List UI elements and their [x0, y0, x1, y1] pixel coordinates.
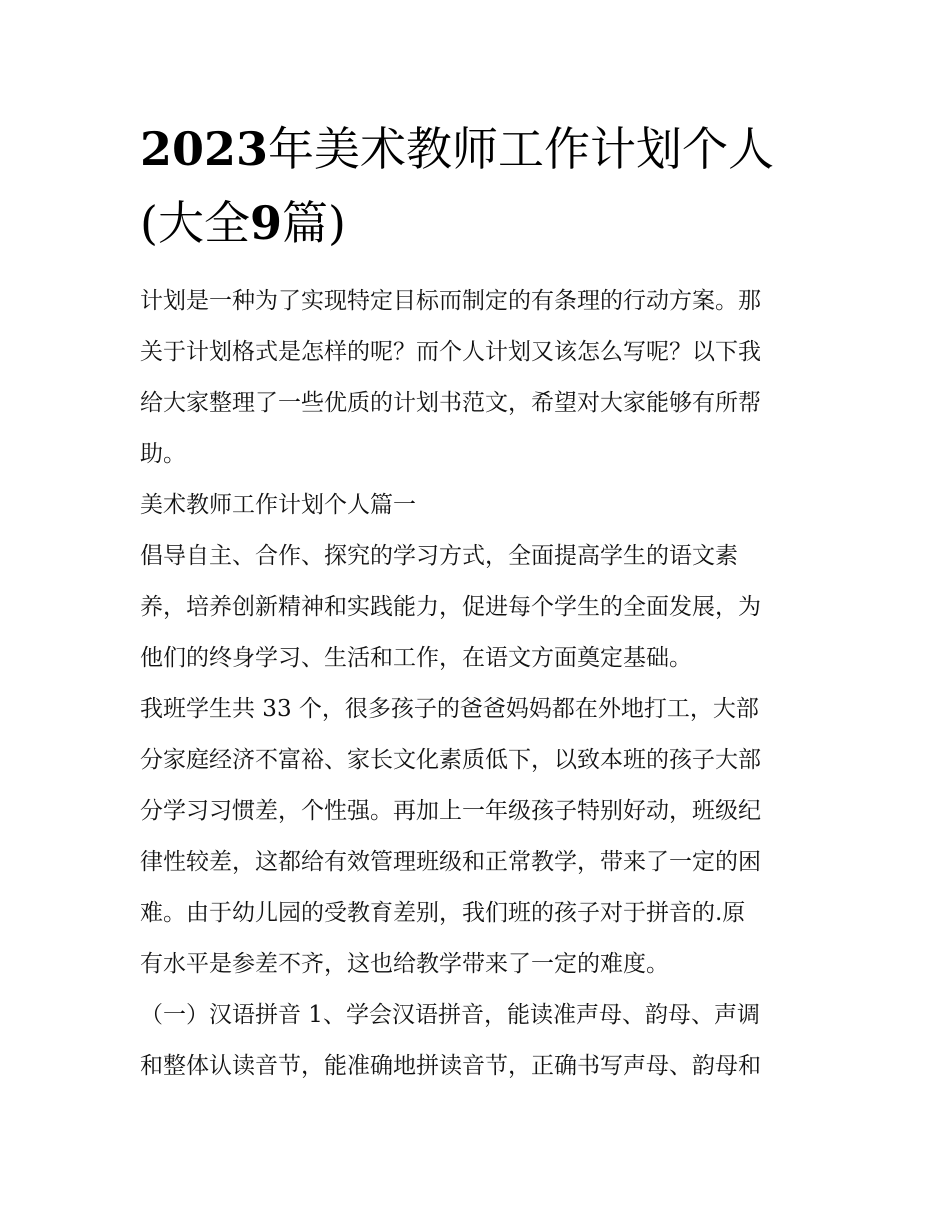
body-line: （一）汉语拼音 1、学会汉语拼音，能读准声母、韵母、声调: [140, 1002, 760, 1028]
body-line: 助。: [140, 441, 186, 467]
title-segment: 篇): [281, 196, 346, 250]
body-line: 分家庭经济不富裕、家长文化素质低下，以致本班的孩子大部: [140, 747, 761, 773]
document-title: [140, 112, 820, 260]
body-line: 给大家整理了一些优质的计划书范文，希望对大家能够有所帮: [140, 390, 761, 416]
body-line: 有水平是参差不齐，这也给教学带来了一定的难度。: [140, 951, 669, 977]
body-line: 养，培养创新精神和实践能力，促进每个学生的全面发展，为: [140, 594, 761, 620]
body-line: 计划是一种为了实现特定目标而制定的有条理的行动方案。那: [140, 288, 761, 314]
document-body: [140, 276, 820, 1092]
body-line: 难。由于幼儿园的受教育差别，我们班的孩子对于拼音的.原: [140, 900, 746, 926]
body-line: 关于计划格式是怎样的呢？而个人计划又该怎么写呢？以下我: [140, 339, 761, 365]
title-segment: 9: [249, 196, 282, 250]
body-line: 倡导自主、合作、探究的学习方式，全面提高学生的语文素: [140, 543, 738, 569]
title-line: [140, 186, 820, 260]
body-line: 我班学生共 33 个，很多孩子的爸爸妈妈都在外地打工，大部: [140, 696, 759, 722]
body-line: 分学习习惯差，个性强。再加上一年级孩子特别好动，班级纪: [140, 798, 761, 824]
body-line: 和整体认读音节，能准确地拼读音节，正确书写声母、韵母和: [140, 1053, 761, 1079]
title-segment: (大全: [140, 196, 250, 250]
body-line: 他们的终身学习、生活和工作，在语文方面奠定基础。: [140, 645, 692, 671]
body-line: 美术教师工作计划个人篇一: [140, 492, 416, 518]
title-line: [140, 112, 820, 186]
title-segment: 2023: [140, 122, 269, 176]
body-line: 律性较差，这都给有效管理班级和正常教学，带来了一定的困: [140, 849, 761, 875]
title-segment: 年美术教师工作计划个人: [268, 122, 775, 176]
